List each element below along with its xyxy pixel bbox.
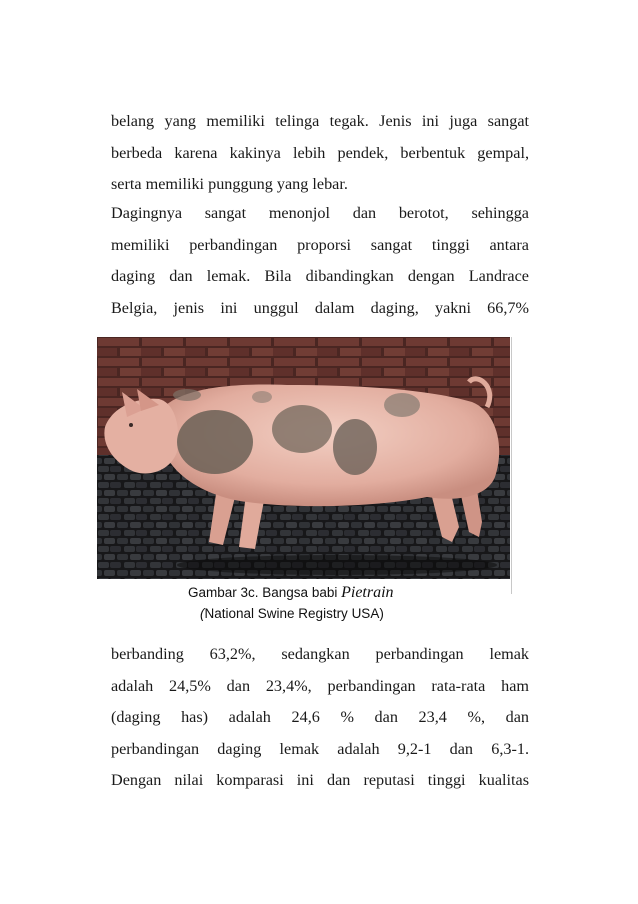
text-line: adalah 24,5% dan 23,4%, perbandingan rata-rata ham [111, 676, 529, 695]
source-open-paren: ( [200, 606, 205, 621]
paragraph-top [111, 106, 529, 201]
caption-breed: Pietrain [341, 584, 394, 601]
text-line: berbanding 63,2%, sedangkan perbandingan lemak [111, 645, 529, 663]
paragraph-middle [111, 198, 529, 324]
text-line: daging dan lemak. Bila dibandingkan dengan Landrace [111, 267, 529, 286]
figure-source [200, 606, 500, 621]
text-line: serta memiliki punggung yang lebar. [111, 175, 348, 194]
text-line: Belgia, jenis ini unggul dalam daging, yakni 66,7% [111, 298, 529, 317]
figure-border [511, 337, 512, 594]
text-line: belang yang memiliki telinga tegak. Jenis ini juga sangat [111, 112, 529, 130]
caption-prefix: Gambar 3c. Bangsa babi [188, 585, 342, 600]
text-line: berbeda karena kakinya lebih pendek, berbentuk gempal, [111, 143, 529, 162]
text-line: perbandingan daging lemak adalah 9,2-1 dan 6,3-1. [111, 739, 529, 758]
text-line: Dengan nilai komparasi ini dan reputasi tinggi kualitas [111, 771, 529, 790]
source-text: National Swine Registry USA) [204, 606, 384, 621]
text-line: (daging has) adalah 24,6 % dan 23,4 %, dan [111, 708, 529, 727]
pietrain-pig-photo [97, 337, 510, 579]
text-line: Dagingnya sangat menonjol dan berotot, sehingga [111, 204, 529, 222]
paragraph-bottom [111, 639, 529, 797]
text-line: memiliki perbandingan proporsi sangat tinggi antara [111, 235, 529, 254]
figure-caption [188, 584, 488, 602]
